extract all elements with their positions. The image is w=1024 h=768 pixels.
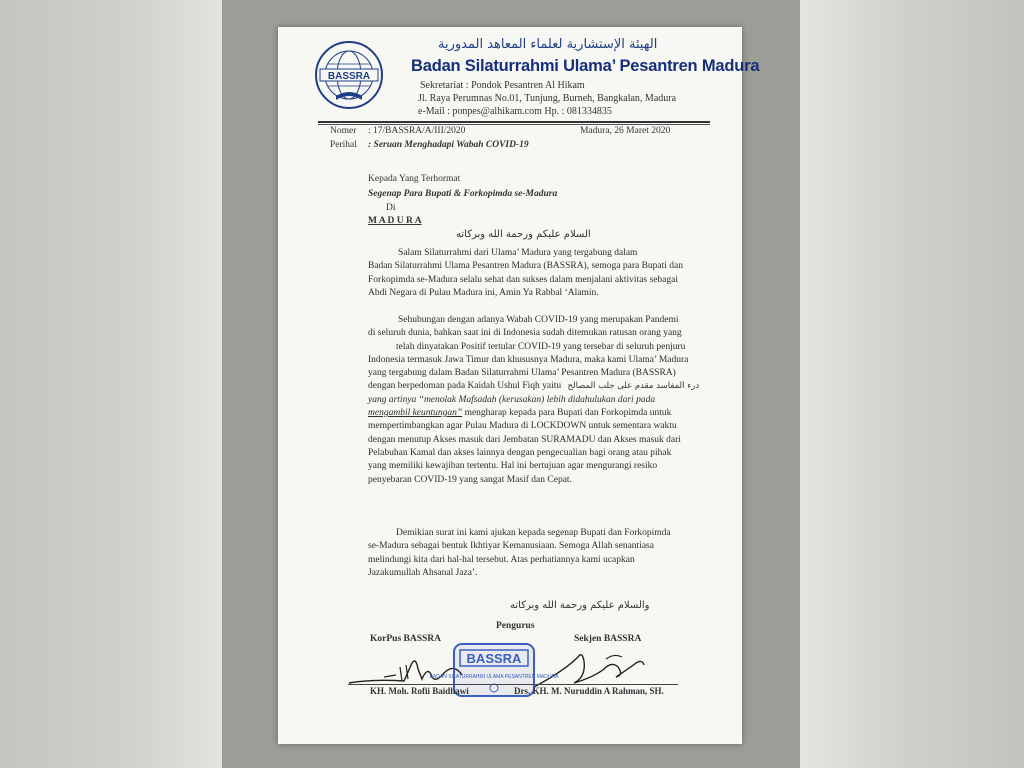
header-divider	[318, 121, 710, 123]
p2-line: telah dinyatakan Positif tertular COVID-19 yang tersebar di seluruh penjuru	[396, 341, 686, 352]
nomor-label: Nomer	[330, 126, 357, 136]
p2-line: di seluruh dunia, bahkan saat ini di Indonesia sudah ditemukan ratusan orang yang	[368, 328, 682, 339]
letter-page	[278, 27, 760, 744]
p2-line: dengan menutup Akses masuk dari Jembatan SURAMADU dan Akses masuk dari	[368, 434, 681, 445]
p1-line: Abdi Negara di Pulau Madura ini, Amin Ya Rabbal ‘Alamin.	[368, 287, 599, 298]
p3-line: Demikian surat ini kami ajukan kepada segenap Bupati dan Forkopimda	[396, 528, 671, 538]
p2-line: penyebaran COVID-19 yang sangat Masif dan Cepat.	[368, 474, 572, 485]
paragraph-1	[368, 247, 712, 300]
p2-kaidah: dengan berpedoman pada Kaidah Ushul Fiqh yaitu	[368, 381, 562, 392]
p3-line: Jazakumullah Ahsanal Jaza’.	[368, 567, 478, 578]
signature-underline	[348, 684, 678, 685]
p2-line: Indonesia termasuk Jawa Timur dan khususnya Madura, maka kami Ulama’ Madura	[368, 354, 689, 365]
letter-date: Madura, 26 Maret 2020	[580, 126, 671, 136]
p1-line: Forkopimda se-Madura selalu sehat dan sukses dalam menjalani aktivitas sebagai	[368, 274, 678, 285]
org-name: Badan Silaturrahmi Ulama’ Pesantren Madura	[411, 57, 760, 75]
secretariat: Sekretariat : Pondok Pesantren Al Hikam	[420, 80, 585, 91]
salam-pembuka: السلام عليكم ورحمة الله وبركاته	[456, 229, 591, 240]
org-name-arabic: الهيئة الإستشارية لعلماء المعاهد المدورية	[438, 37, 658, 52]
contact: e-Mail : ponpes@alhikam.com Hp. : 081334835	[418, 106, 612, 117]
p2-mengambil: mengambil keuntungan”	[368, 408, 463, 419]
p1-line: Badan Silaturrahmi Ulama Pesantren Madura (BASSRA), semoga para Bupati dan	[368, 261, 684, 272]
recipient-place: M A D U R A	[368, 216, 422, 226]
p2-line: yang tergabung dalam Badan Silaturrahmi Ulama’ Pesantren Madura (BASSRA)	[368, 368, 676, 379]
p2-rest-first: mengharap kepada para Bupati dan Forkopimda untuk	[462, 408, 672, 419]
left-background	[0, 0, 222, 768]
bassra-logo-icon	[314, 40, 384, 110]
address: Jl. Raya Perumnas No.01, Tunjung, Burneh, Bangkalan, Madura	[418, 93, 677, 104]
p2-line: mempertimbangkan agar Pulau Madura di LOCKDOWN untuk sementara waktu	[368, 421, 677, 432]
p2-line: Sehubungan dengan adanya Wabah COVID-19 yang merupakan Pandemi	[398, 315, 679, 325]
logo-text: BASSRA	[327, 71, 371, 82]
paragraph-3	[368, 527, 712, 580]
nomor-value: : 17/BASSRA/A/III/2020	[368, 126, 466, 136]
right-background	[800, 0, 1024, 768]
recipient-di: Di	[386, 203, 396, 213]
header-divider-thin	[318, 124, 710, 125]
p2-kaidah-line	[368, 380, 712, 393]
pengurus-label: Pengurus	[496, 621, 535, 631]
p2-line: yang memiliki kewajiban tertentu. Hal ini bertujuan agar mengurangi resiko	[368, 461, 658, 472]
p2-line-mengambil	[368, 407, 712, 420]
perihal-value: : Seruan Menghadapi Wabah COVID-19	[368, 140, 529, 150]
kaidah-arabic: درء المفاسد مقدم على جلب المصالح	[567, 381, 700, 392]
right-role: Sekjen BASSRA	[574, 634, 642, 644]
stamp-sub: BADAN SILATURRAHMI ULAMA PESANTREN MADURA	[429, 674, 559, 680]
salam-penutup: والسلام عليكم ورحمة الله وبركاته	[510, 600, 650, 611]
kepada: Kepada Yang Terhormat	[368, 174, 461, 184]
p3-line: se-Madura sebagai bentuk Ikhtiyar Kemanusiaan. Semoga Allah senantiasa	[368, 541, 654, 552]
paragraph-2	[368, 314, 712, 487]
p1-line: Salam Silaturrahmi dari Ulama’ Madura yang tergabung dalam	[398, 248, 638, 258]
left-signatory: KH. Moh. Rofii Baidhawi	[370, 686, 469, 696]
left-role: KorPus BASSRA	[370, 634, 441, 644]
right-signatory: Drs. KH. M. Nuruddin A Rahman, SH.	[514, 686, 664, 696]
recipient-name: Segenap Para Bupati & Forkopimda se-Madura	[368, 189, 558, 199]
p2-artinya: yang artinya “menolak Mafsadah (kerusakan) lebih didahulukan dari pada	[368, 394, 656, 405]
stamp-text: BASSRA	[466, 651, 522, 666]
perihal-label: Perihal	[330, 140, 357, 150]
p3-line: melindungi kita dari hal-hal tersebut. Atas perhatiannya kami ucapkan	[368, 554, 635, 565]
p2-line: Pelabuhan Kamal dan akses lainnya dengan pengecualian bagi orang atau pihak	[368, 447, 672, 458]
